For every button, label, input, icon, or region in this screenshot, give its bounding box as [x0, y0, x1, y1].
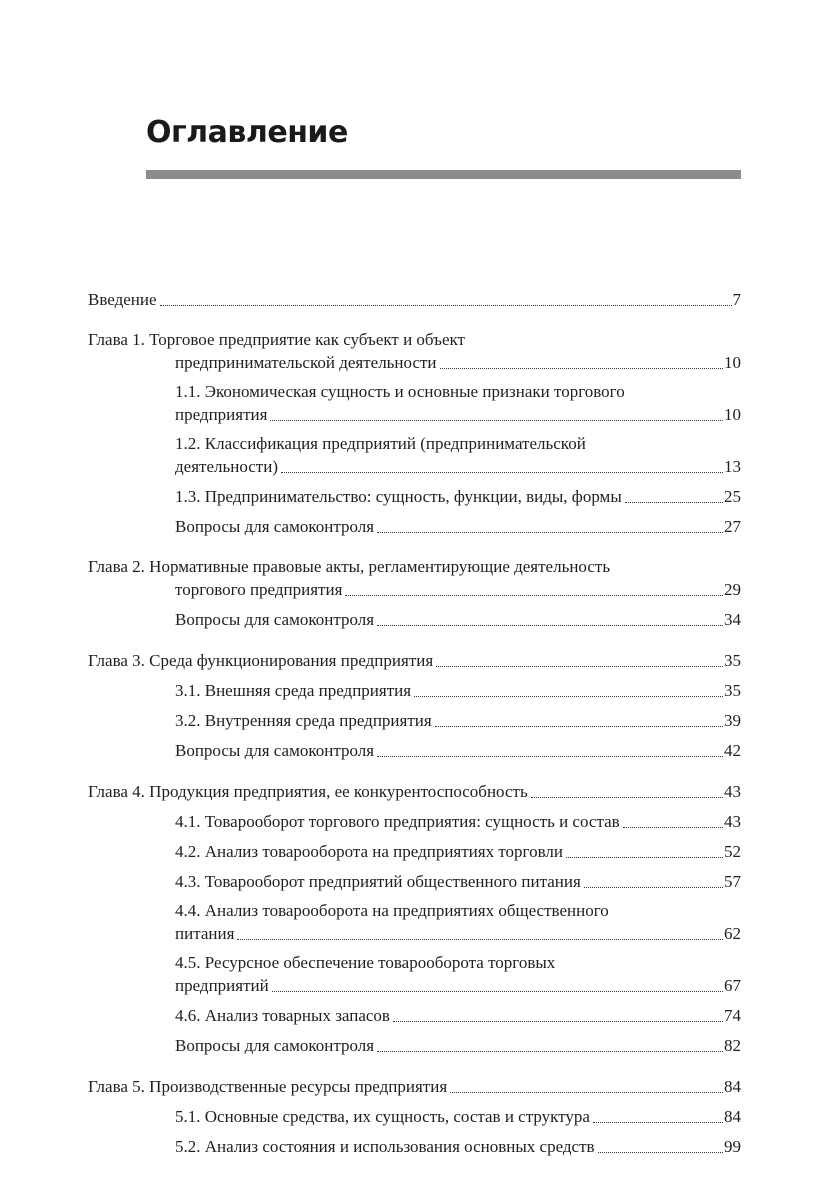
toc-section — [88, 486, 741, 508]
toc-section — [88, 516, 741, 538]
toc-section — [88, 841, 741, 863]
toc-entry-row[interactable] — [88, 781, 741, 803]
toc-entry-row[interactable] — [175, 1136, 741, 1158]
dot-leader — [377, 756, 723, 757]
toc-section — [88, 1005, 741, 1027]
toc-chapter — [88, 1076, 741, 1158]
toc-entry-row[interactable] — [88, 352, 741, 374]
page-number: 99 — [724, 1137, 741, 1156]
toc-entry-text: 4.6. Анализ товарных запасов — [175, 1006, 390, 1025]
dot-leader — [345, 595, 723, 596]
toc-intro — [88, 289, 741, 311]
toc-entry-line: 4.4. Анализ товарооборота на предприятиях общественного — [175, 901, 609, 920]
dot-leader — [414, 696, 723, 697]
page-number: 52 — [724, 842, 741, 861]
toc-entry-row[interactable] — [88, 650, 741, 672]
page-number: 27 — [724, 517, 741, 536]
toc-section — [88, 1106, 741, 1128]
toc-entry-text: питания — [175, 924, 235, 943]
toc-entry-row[interactable] — [175, 456, 741, 478]
toc-entry-row[interactable] — [175, 609, 741, 631]
toc-entry-text: торгового предприятия — [175, 580, 343, 599]
dot-leader — [623, 827, 723, 828]
page-number: 43 — [724, 782, 741, 801]
toc-section — [88, 871, 741, 893]
dot-leader — [237, 939, 723, 940]
toc-entry-text: предпринимательской деятельности — [175, 353, 437, 372]
toc-entry-row[interactable] — [175, 1106, 741, 1128]
page-number: 29 — [724, 580, 741, 599]
toc-entry-row[interactable] — [88, 289, 741, 311]
toc-entry-text: Вопросы для самоконтроля — [175, 517, 375, 536]
toc-entry-row[interactable] — [175, 710, 741, 732]
dot-leader — [584, 887, 723, 888]
page-number: 10 — [724, 405, 741, 424]
dot-leader — [272, 991, 723, 992]
toc-entry-row[interactable] — [175, 680, 741, 702]
toc-entry-row[interactable] — [175, 871, 741, 893]
dot-leader — [440, 368, 723, 369]
toc-entry-text: 4.2. Анализ товарооборота на предприятиях торговли — [175, 842, 563, 861]
toc-entry-line: 1.2. Классификация предприятий (предпринимательской — [175, 434, 586, 453]
toc-entry-row[interactable] — [175, 923, 741, 945]
dot-leader — [435, 726, 723, 727]
toc-entry-text: 4.3. Товарооборот предприятий общественного питания — [175, 872, 581, 891]
toc-entry-line: Глава 1. Торговое предприятие как субъект и объект — [88, 330, 465, 349]
dot-leader — [377, 1051, 723, 1052]
page-number: 67 — [724, 976, 741, 995]
toc-entry-text: Глава 5. Производственные ресурсы предприятия — [88, 1077, 448, 1096]
toc-section — [88, 382, 741, 426]
toc-entry-text: предприятия — [175, 405, 268, 424]
page-number: 35 — [724, 651, 741, 670]
dot-leader — [393, 1021, 723, 1022]
page-number: 39 — [724, 711, 741, 730]
toc-entry-line: Глава 2. Нормативные правовые акты, регламентирующие деятельность — [88, 557, 611, 576]
toc-chapter — [88, 781, 741, 1057]
page-number: 84 — [724, 1077, 741, 1096]
toc-section — [88, 740, 741, 762]
toc-entry-text: деятельности) — [175, 457, 278, 476]
toc-entry-text: Глава 4. Продукция предприятия, ее конкурентоспособность — [88, 782, 528, 801]
toc-entry-text: Введение — [88, 290, 157, 309]
toc-entry-text: 4.1. Товарооборот торгового предприятия: сущность и состав — [175, 812, 620, 831]
toc-entry-row[interactable] — [175, 841, 741, 863]
toc-section — [88, 710, 741, 732]
toc-entry-row[interactable] — [175, 1005, 741, 1027]
page-number: 43 — [724, 812, 741, 831]
toc-entry-text: Вопросы для самоконтроля — [175, 1036, 375, 1055]
toc-entry-row[interactable] — [175, 1035, 741, 1057]
toc-chapter — [88, 650, 741, 762]
page-number: 57 — [724, 872, 741, 891]
dot-leader — [566, 857, 723, 858]
toc-entry-row[interactable] — [175, 811, 741, 833]
toc-entry-row[interactable] — [175, 975, 741, 997]
toc-entry-text: 5.1. Основные средства, их сущность, состав и структура — [175, 1107, 590, 1126]
toc-entry-text: предприятий — [175, 976, 269, 995]
toc-section — [88, 1136, 741, 1158]
toc-entry-row[interactable] — [175, 516, 741, 538]
dot-leader — [160, 305, 732, 306]
toc-section — [88, 609, 741, 631]
title-rule — [146, 170, 741, 179]
toc-section — [88, 680, 741, 702]
toc-section — [88, 434, 741, 478]
page-number: 34 — [724, 610, 741, 629]
page-number: 84 — [724, 1107, 741, 1126]
toc-entry-text: Глава 3. Среда функционирования предприятия — [88, 651, 434, 670]
dot-leader — [281, 472, 723, 473]
page-number: 7 — [732, 290, 741, 309]
page-number: 82 — [724, 1036, 741, 1055]
toc-entry-row[interactable] — [88, 1076, 741, 1098]
dot-leader — [598, 1152, 723, 1153]
toc-entry-text: 5.2. Анализ состояния и использования основных средств — [175, 1137, 595, 1156]
toc-entry-text: Вопросы для самоконтроля — [175, 610, 375, 629]
dot-leader — [450, 1092, 723, 1093]
dot-leader — [436, 666, 723, 667]
dot-leader — [377, 532, 723, 533]
toc-section — [88, 901, 741, 945]
toc-entry-text: 1.3. Предпринимательство: сущность, функции, виды, формы — [175, 487, 622, 506]
dot-leader — [593, 1122, 723, 1123]
dot-leader — [531, 797, 723, 798]
page-number: 10 — [724, 353, 741, 372]
page-number: 13 — [724, 457, 741, 476]
toc-section — [88, 953, 741, 997]
toc-entry-row[interactable] — [88, 579, 741, 601]
page-number: 42 — [724, 741, 741, 760]
toc-entry-row[interactable] — [175, 740, 741, 762]
page-number: 25 — [724, 487, 741, 506]
toc-entry-row[interactable] — [175, 404, 741, 426]
toc-entry-line: 4.5. Ресурсное обеспечение товарооборота торговых — [175, 953, 556, 972]
page-number: 74 — [724, 1006, 741, 1025]
toc-entry-line: 1.1. Экономическая сущность и основные признаки торгового — [175, 382, 625, 401]
table-of-contents — [88, 289, 741, 1158]
page-title: Оглавление — [146, 115, 348, 150]
toc-chapter — [88, 557, 741, 631]
toc-section — [88, 1035, 741, 1057]
toc-entry-row[interactable] — [175, 486, 741, 508]
page-number: 35 — [724, 681, 741, 700]
toc-section — [88, 811, 741, 833]
dot-leader — [270, 420, 723, 421]
toc-chapter — [88, 330, 741, 538]
page-number: 62 — [724, 924, 741, 943]
dot-leader — [625, 502, 723, 503]
toc-entry-text: 3.2. Внутренняя среда предприятия — [175, 711, 432, 730]
toc-entry-text: Вопросы для самоконтроля — [175, 741, 375, 760]
dot-leader — [377, 625, 723, 626]
toc-entry-text: 3.1. Внешняя среда предприятия — [175, 681, 412, 700]
